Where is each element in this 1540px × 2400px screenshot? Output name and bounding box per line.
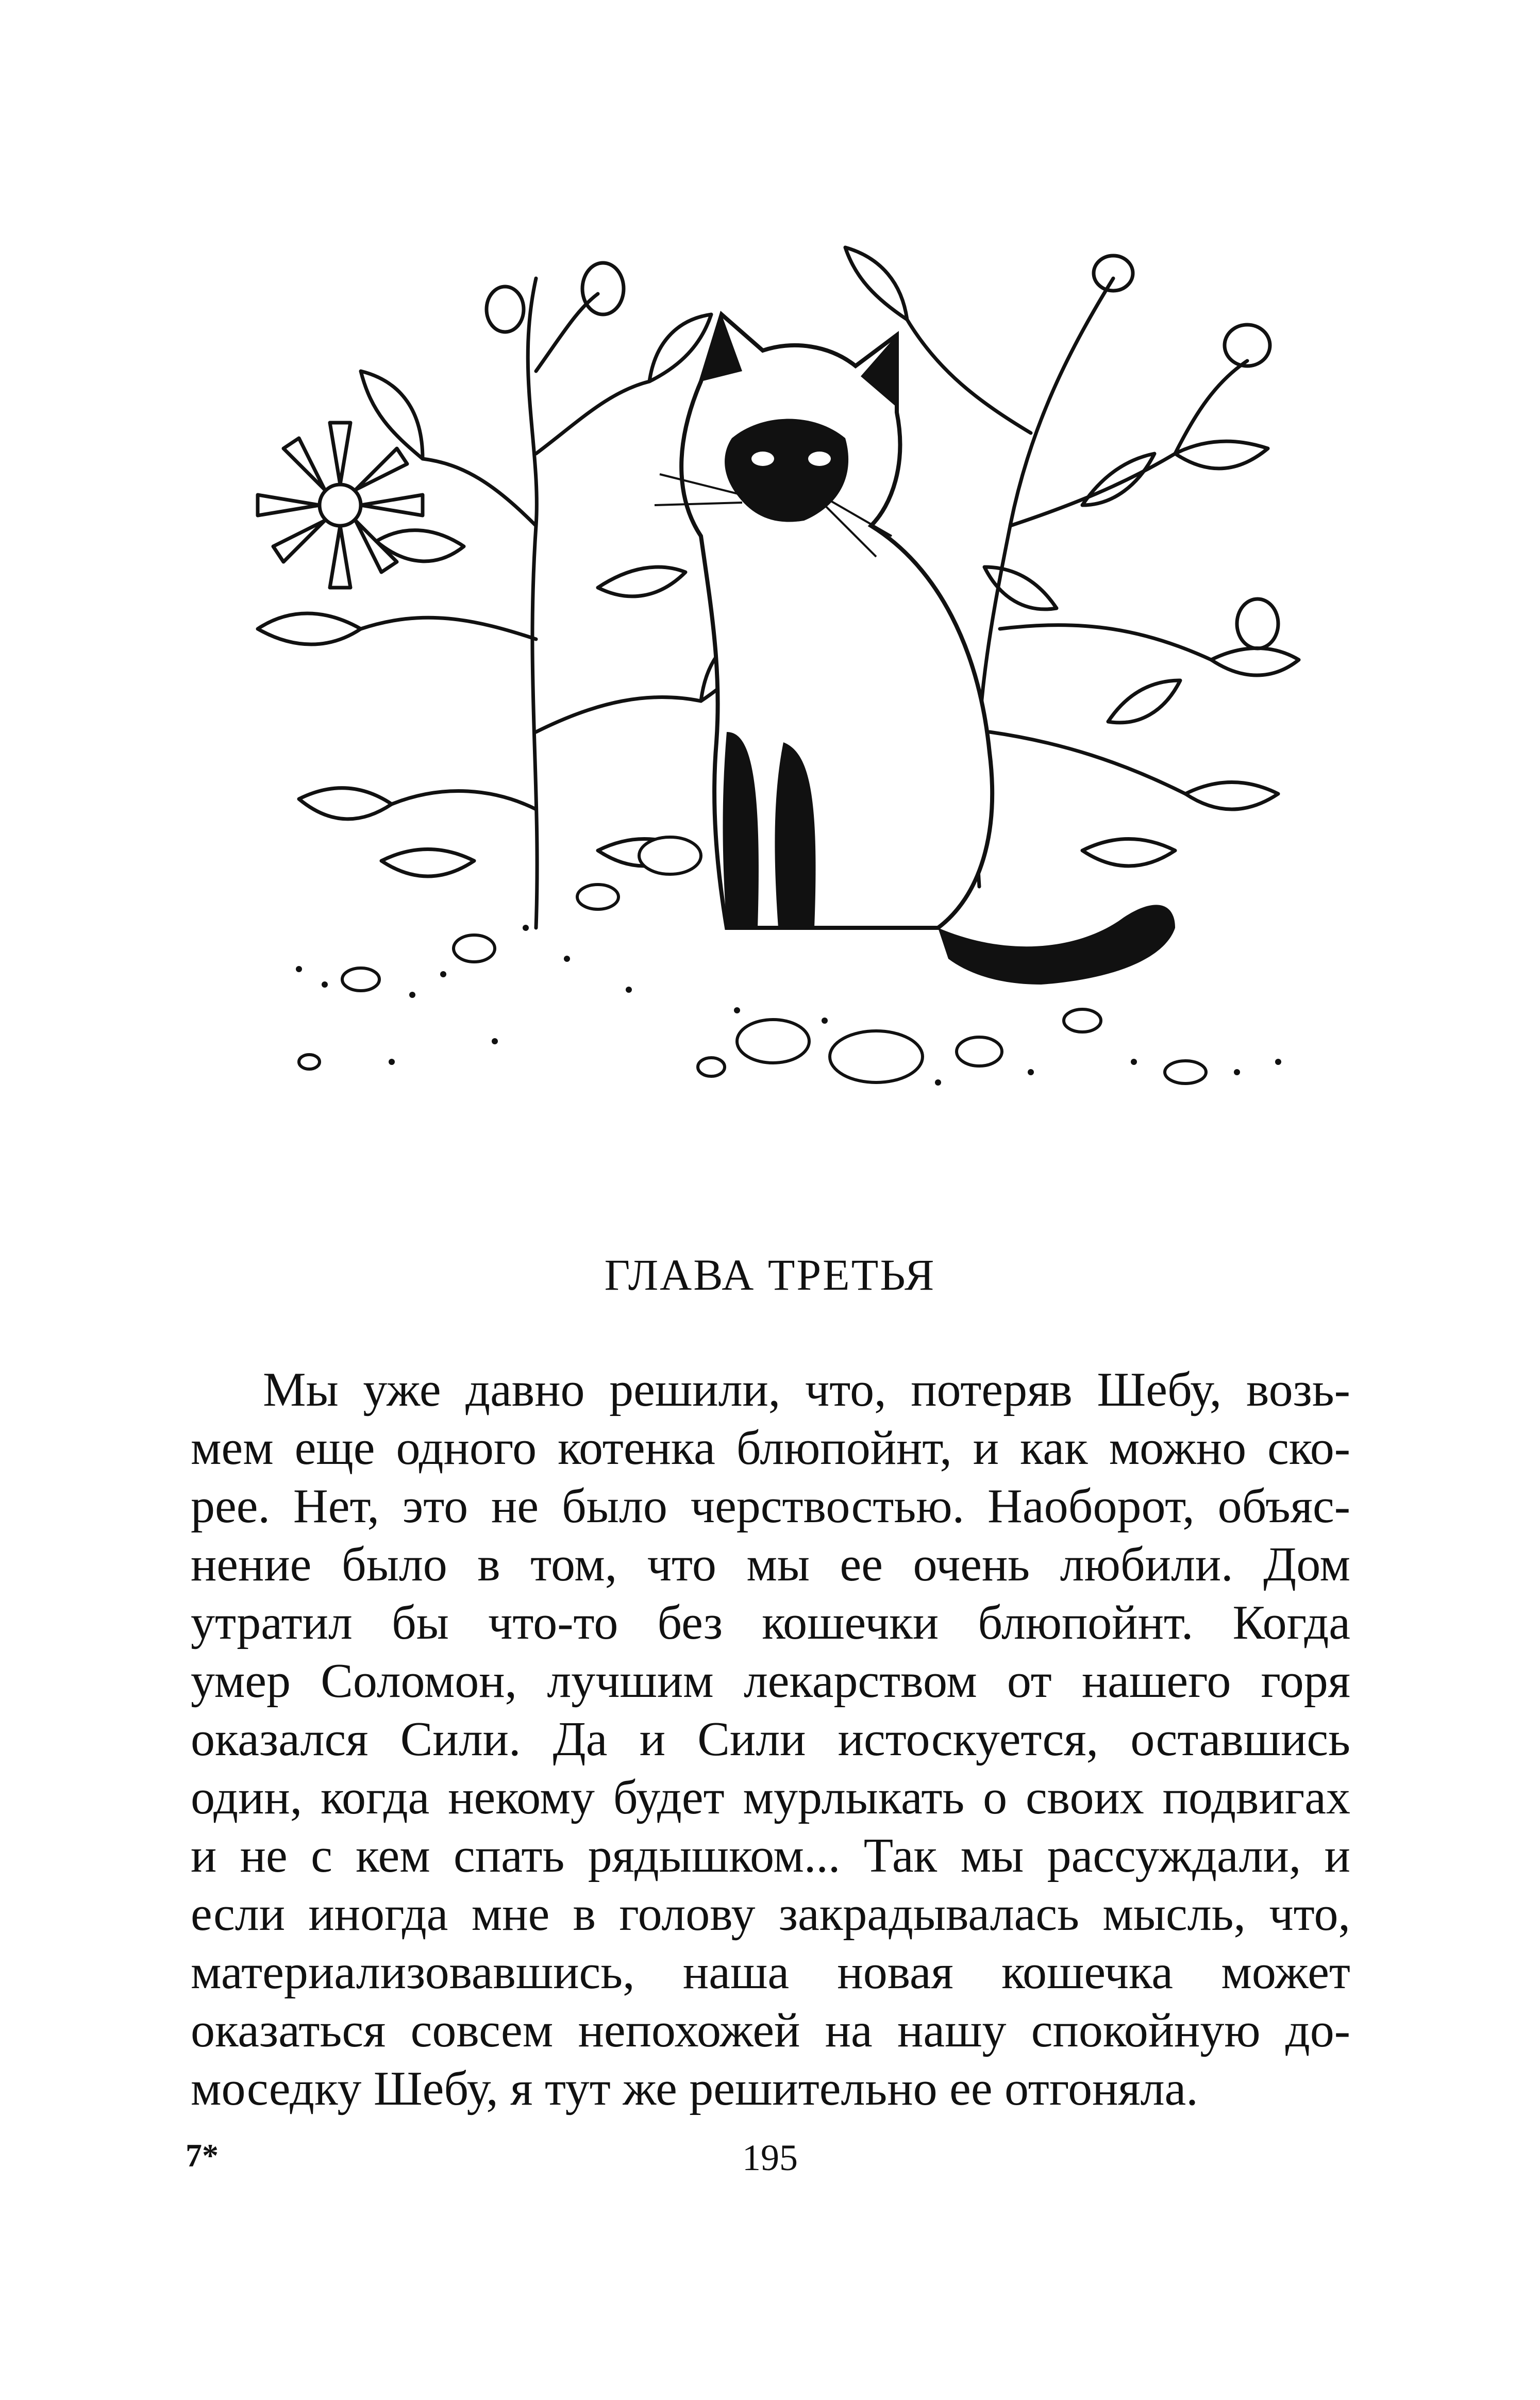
text-line: оказался Сили. Да и Сили истоскуется, оставшись <box>191 1712 1350 1766</box>
text-line: утратил бы что-то без кошечки блюпойнт. Когда <box>191 1596 1350 1649</box>
text-line: и не с кем спать рядышком... Так мы рассуждали, и <box>191 1829 1350 1882</box>
siamese-cat <box>655 314 1175 985</box>
text-line: мем еще одного котенка блюпойнт, и как можно ско- <box>191 1421 1350 1475</box>
text-line: умер Соломон, лучшим лекарством от нашего горя <box>191 1654 1350 1708</box>
text-line: Мы уже давно решили, что, потеряв Шебу, возь- <box>263 1363 1350 1416</box>
text-line: нение было в том, что мы ее очень любили. Дом <box>191 1538 1350 1591</box>
left-plant <box>258 263 763 928</box>
page-number: 195 <box>742 2137 798 2178</box>
chapter-title: ГЛАВА ТРЕТЬЯ <box>604 1250 936 1299</box>
text-line: оказаться совсем непохожей на нашу спокойную до- <box>191 2004 1350 2057</box>
text-line: моседку Шебу, я тут же решительно ее отгоняла. <box>191 2062 1198 2115</box>
text-line: один, когда некому будет мурлыкать о своих подвигах <box>191 1771 1350 1824</box>
text-line: рее. Нет, это не было черствостью. Наоборот, объяс- <box>191 1479 1350 1533</box>
text-line: если иногда мне в голову закрадывалась мысль, что, <box>191 1887 1350 1941</box>
text-line: материализовавшись, наша новая кошечка может <box>191 1945 1350 1999</box>
chapter-paragraph <box>191 1361 1350 2118</box>
cat-among-flowers-illustration <box>206 216 1361 1175</box>
printer-signature-mark: 7* <box>186 2137 219 2174</box>
